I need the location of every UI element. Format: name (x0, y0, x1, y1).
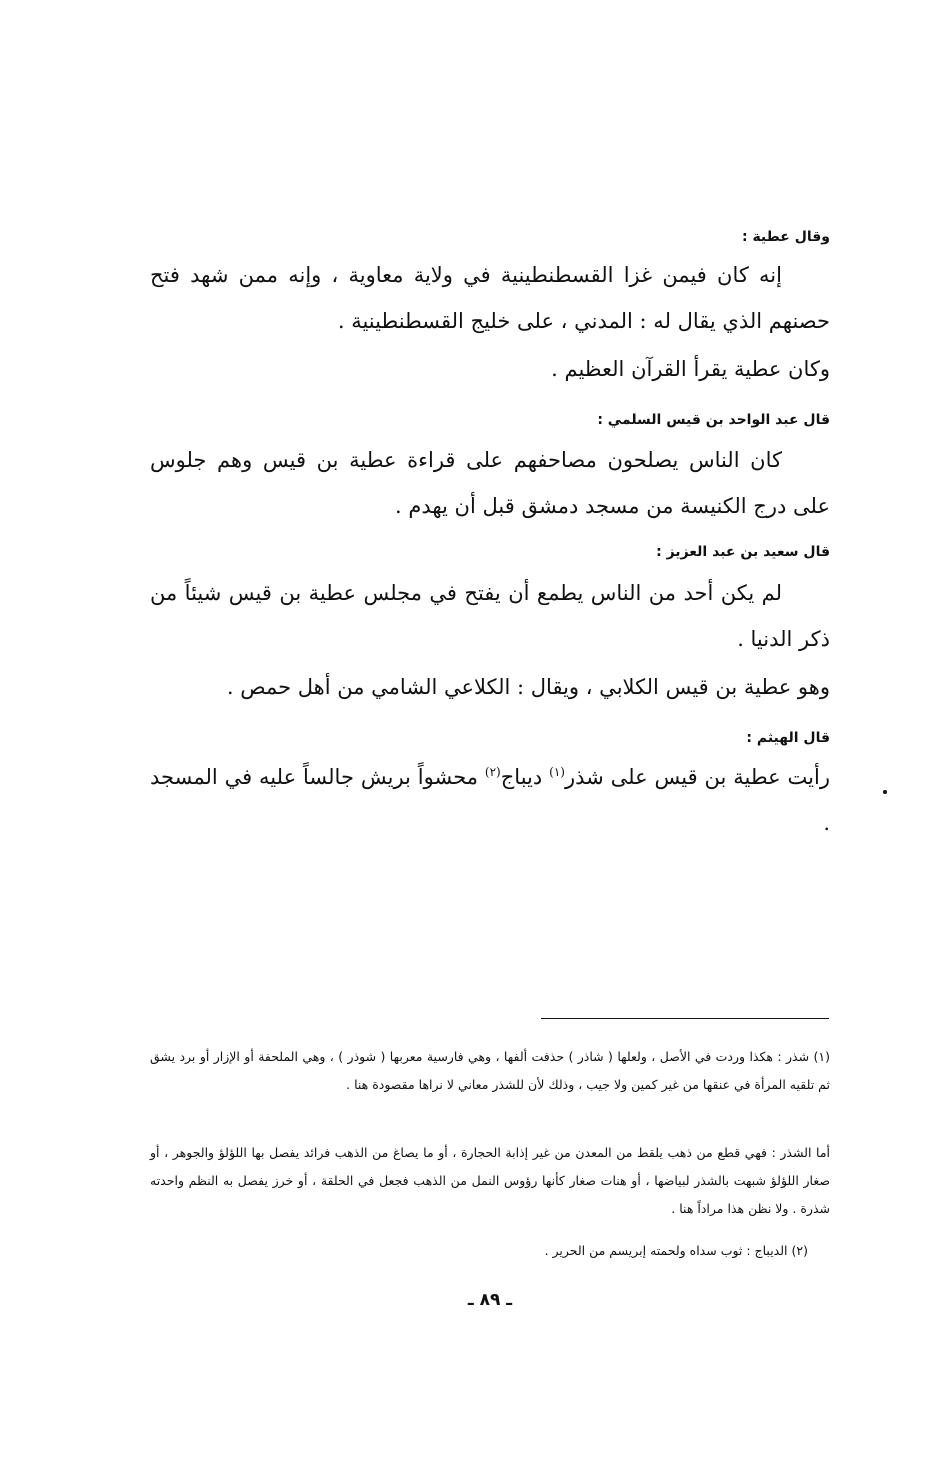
section-heading-haytham: قال الهيثم : (746, 730, 830, 746)
page-number: ـ ٨٩ ـ (467, 1290, 513, 1310)
paragraph-haytham (150, 754, 878, 846)
paragraph-majlis: لم يكن أحد من الناس يطمع أن يفتح في مجلس عطية بن قيس شيئاً من ذكر الدنيا . (150, 581, 830, 651)
paragraph-constantinople: إنه كان فيمن غزا القسطنطينية في ولاية معاوية ، وإنه ممن شهد فتح حصنهم الذي يقال له : المدني ، على خليج القسطنطينية . (150, 263, 830, 333)
paragraph-mushafs: كان الناس يصلحون مصاحفهم على قراءة عطية بن قيس وهم جلوس على درج الكنيسة من مسجد دمشق قبل أن يهدم . (150, 448, 830, 518)
paragraph-lineage: وهو عطية بن قيس الكلابي ، ويقال : الكلاعي الشامي من أهل حمص . (226, 675, 830, 699)
footnote-1-part-a: (١) شذر : هكذا وردت في الأصل ، ولعلها ( شاذر ) حذفت ألفها ، وهي فارسية معربها ( شوذر ) ، وهي الملحفة أو الإزار أو برد يشق ثم تلقيه المرأة في عنقها من غير كمين ولا جيب ، وذلك لأن للشذر معاني لا نراها مقصودة هنا . (150, 1049, 830, 1092)
footnote-2: (٢) الديباج : ثوب سداه ولحمته إبريسم من الحرير . (544, 1243, 808, 1258)
paragraph-quran-reading: وكان عطية يقرأ القرآن العظيم . (551, 357, 830, 381)
haytham-text-2: ديباج (500, 765, 550, 789)
section-heading-abd-al-wahid: قال عبد الواحد بن قيس السلمي : (597, 412, 830, 428)
haytham-text-3: محشواً بريش جالساً عليه في المسجد . (150, 765, 830, 835)
footnote-ref-2: (٢) (484, 765, 501, 779)
footnote-1-part-b: أما الشذر : فهي قطع من ذهب يلقط من المعدن من غير إذابة الحجارة ، أو ما يصاغ من الذهب فرائد يفصل بها اللؤلؤ والجوهر ، أو صغار اللؤلؤ شبهت بالشذر لبياضها ، أو هنات صغار كأنها رؤوس النمل من الذهب فجعل في الحلقة ، أو خرز يفصل به النظم واحدته شذرة . ولا نظن هذا مراداً هنا . (150, 1145, 830, 1216)
section-heading-atiyya: وقال عطية : (741, 229, 830, 245)
section-heading-said: قال سعيد بن عبد العزيز : (656, 544, 830, 560)
margin-dot (883, 790, 887, 794)
footnote-separator (541, 1018, 829, 1019)
haytham-text-1: رأيت عطية بن قيس على شذر (564, 765, 830, 789)
footnote-ref-1: (١) (549, 765, 565, 779)
